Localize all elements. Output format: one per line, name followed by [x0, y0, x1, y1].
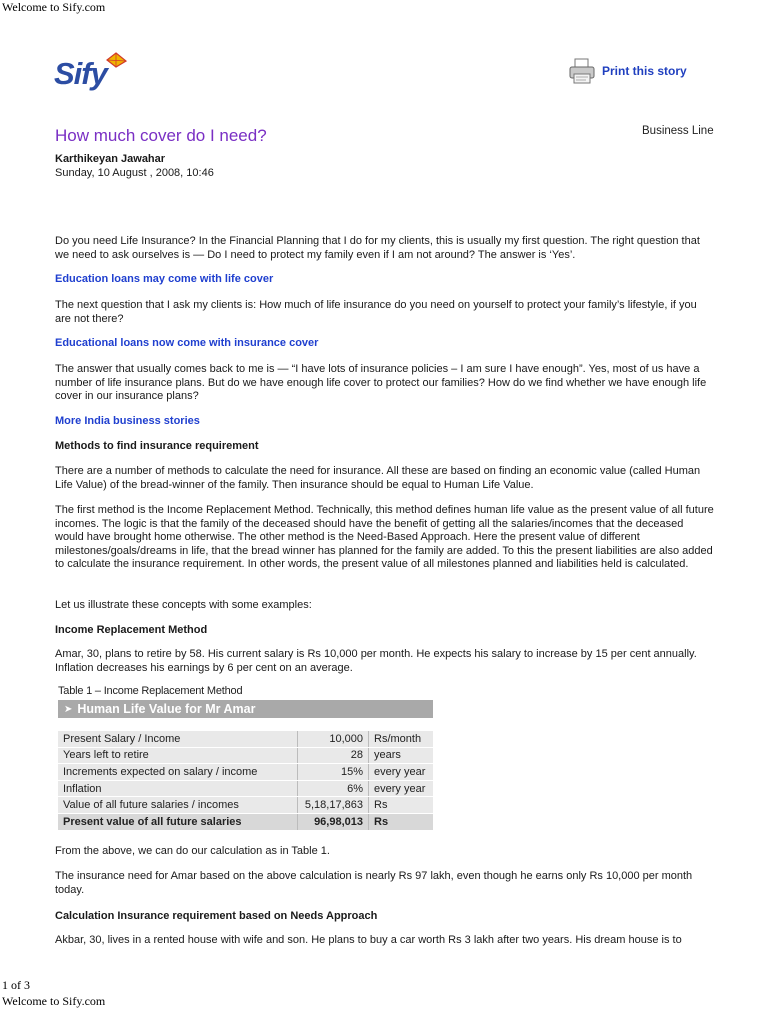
- related-link-education-loans[interactable]: Education loans may come with life cover: [55, 273, 274, 285]
- paragraph-insurance-need: The insurance need for Amar based on the above calculation is nearly Rs 97 lakh, even though he earns only Rs 10,000 per month today.: [55, 870, 693, 896]
- row-unit: Rs/month: [369, 731, 434, 747]
- paragraph-methods: There are a number of methods to calculate the need for insurance. All these are based on finding an economic value (called Human Life Value) of the bread-winner of the family. Then insurance should be equal to Human Life Value.: [55, 465, 701, 491]
- row-label: Present Salary / Income: [58, 731, 298, 747]
- table-banner: [58, 700, 433, 718]
- heading-needs-approach: Calculation Insurance requirement based on Needs Approach: [55, 910, 378, 922]
- table-row-total: [58, 813, 433, 830]
- source-label: Business Line: [642, 125, 714, 137]
- printer-icon: [568, 58, 596, 84]
- row-label: Value of all future salaries / incomes: [58, 797, 298, 814]
- row-label: Inflation: [58, 780, 298, 797]
- row-label: Present value of all future salaries: [58, 813, 298, 830]
- kite-icon: [104, 52, 128, 74]
- table-row: [58, 747, 433, 764]
- paragraph-income-replacement: The first method is the Income Replacement Method. Technically, this method defines human life value as the present value of all future incomes. The logic is that the family of the deceased should have the benefit of getting all the salaries/incomes that the deceased would have brought home otherwise. The other method is the Need-Based Approach. Here the present value of different milestones/goals/dreams in life, that the bread winner has planned for the family are added. To this the present liabilities are also added to calculate the insurance requirement. In other words, the present value of all milestones planned and liabilities held is calculated.: [55, 504, 714, 571]
- chevron-right-icon: ➤: [64, 703, 73, 715]
- row-unit: years: [369, 747, 434, 764]
- logo-text: Sify: [54, 56, 107, 91]
- article-title: How much cover do I need?: [55, 126, 267, 145]
- table-income-replacement: [58, 685, 433, 831]
- row-label: Increments expected on salary / income: [58, 764, 298, 781]
- paragraph-intro: Do you need Life Insurance? In the Financial Planning that I do for my clients, this is usually my first question. The right question that we need to ask ourselves is — Do I need to protect my family even if I am not around? The answer is ‘Yes’.: [55, 235, 700, 261]
- human-life-value-table: [58, 731, 433, 831]
- row-label: Years left to retire: [58, 747, 298, 764]
- paragraph-question: The next question that I ask my clients is: How much of life insurance do you need on yourself to protect your family’s lifestyle, if you are not there?: [55, 299, 697, 325]
- row-unit: Rs: [369, 813, 434, 830]
- row-value: 28: [298, 747, 369, 764]
- row-value: 10,000: [298, 731, 369, 747]
- paragraph-akbar: Akbar, 30, lives in a rented house with wife and son. He plans to buy a car worth Rs 3 lakh after two years. His dream house is to: [55, 934, 682, 946]
- paragraph-amar: Amar, 30, plans to retire by 58. His current salary is Rs 10,000 per month. He expects his salary to increase by 15 per cent annually. Inflation decreases his earnings by 6 per cent on an average.: [55, 648, 697, 674]
- row-value: 15%: [298, 764, 369, 781]
- heading-methods: Methods to find insurance requirement: [55, 440, 259, 452]
- paragraph-illustrate: Let us illustrate these concepts with some examples:: [55, 599, 312, 611]
- table-row: [58, 797, 433, 814]
- table-caption: Table 1 – Income Replacement Method: [58, 685, 243, 697]
- author-name: Karthikeyan Jawahar: [55, 153, 166, 165]
- table-row: [58, 731, 433, 747]
- row-unit: every year: [369, 780, 434, 797]
- row-value: 5,18,17,863: [298, 797, 369, 814]
- print-story-label: Print this story: [602, 64, 687, 78]
- paragraph-from-above: From the above, we can do our calculation as in Table 1.: [55, 845, 330, 857]
- sify-logo[interactable]: [54, 52, 134, 98]
- table-row: [58, 764, 433, 781]
- related-link-business-stories[interactable]: More India business stories: [55, 415, 200, 427]
- browser-footer-title: Welcome to Sify.com: [2, 994, 106, 1008]
- row-value: 96,98,013: [298, 813, 369, 830]
- related-link-insurance-cover[interactable]: Educational loans now come with insurance cover: [55, 337, 319, 349]
- print-story-link[interactable]: [568, 58, 687, 84]
- publish-date: Sunday, 10 August , 2008, 10:46: [55, 167, 214, 179]
- row-unit: every year: [369, 764, 434, 781]
- table-row: [58, 780, 433, 797]
- table-banner-title: Human Life Value for Mr Amar: [77, 702, 256, 716]
- page-indicator: 1 of 3: [2, 978, 30, 992]
- paragraph-answer: The answer that usually comes back to me is — “I have lots of insurance policies – I am sure I have enough”. Yes, most of us have a number of life insurance plans. But do we have enough life cover to protect our families? How do we find whether we have enough life cover in our insurance plans?: [55, 363, 707, 403]
- row-unit: Rs: [369, 797, 434, 814]
- browser-header-title: Welcome to Sify.com: [2, 0, 106, 14]
- row-value: 6%: [298, 780, 369, 797]
- heading-income-replacement: Income Replacement Method: [55, 624, 208, 636]
